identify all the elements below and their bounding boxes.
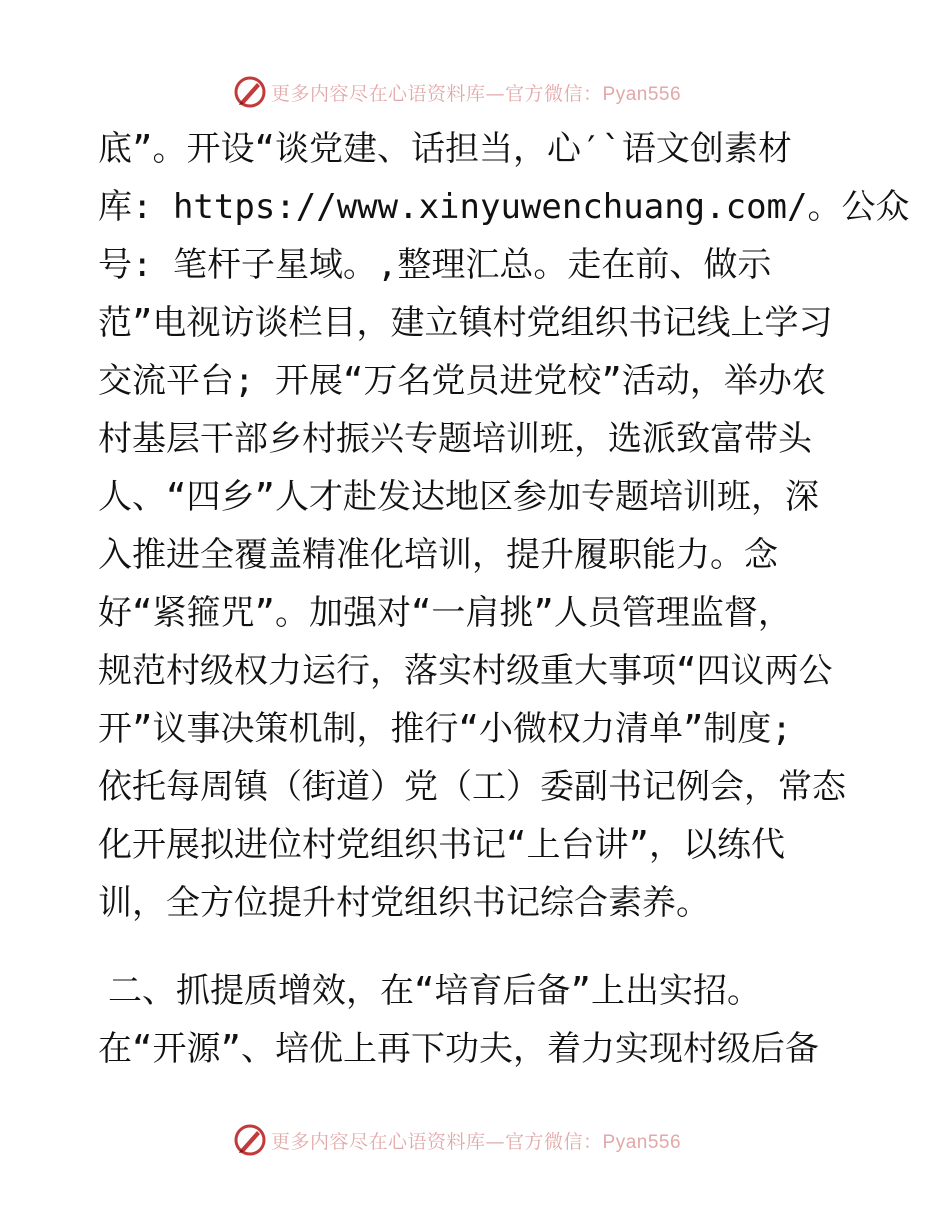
paragraph-line: 好“紧箍咒”。加强对“一肩挑”人员管理监督， bbox=[98, 593, 792, 633]
paragraph-line: 训，全方位提升村党组织书记综合素养。 bbox=[98, 883, 710, 923]
paragraph-line: 依托每周镇（街道）党（工）委副书记例会，常态 bbox=[98, 767, 846, 807]
paragraph-line: 在“开源”、培优上再下功夫，着力实现村级后备 bbox=[98, 1029, 819, 1069]
section-heading: 二、抓提质增效，在“培育后备”上出实招。 bbox=[108, 971, 761, 1011]
paragraph-line: 号: 笔杆子星域。,整理汇总。走在前、做示 bbox=[98, 245, 772, 285]
footer-watermark-banner bbox=[233, 1120, 713, 1160]
pen-logo-icon bbox=[233, 1123, 267, 1157]
paragraph-line: 范”电视访谈栏目，建立镇村党组织书记线上学习 bbox=[98, 303, 833, 343]
pen-logo-icon bbox=[233, 75, 267, 109]
paragraph-line: 人、“四乡”人才赴发达地区参加专题培训班，深 bbox=[98, 477, 819, 517]
header-watermark-banner bbox=[233, 72, 713, 112]
paragraph-line: 入推进全覆盖精准化培训，提升履职能力。念 bbox=[98, 535, 778, 575]
header-watermark-text: 更多内容尽在心语资料库—官方微信：Pyan556 bbox=[271, 82, 682, 105]
paragraph-line: 村基层干部乡村振兴专题培训班，选派致富带头 bbox=[98, 419, 812, 459]
body-text bbox=[98, 120, 910, 1078]
paragraph-line: 交流平台; 开展“万名党员进党校”活动，举办农 bbox=[98, 361, 826, 401]
paragraph-line: 库: https://www.xinyuwenchuang.com/。公众 bbox=[98, 187, 910, 227]
paragraph-line: 开”议事决策机制，推行“小微权力清单”制度; bbox=[98, 709, 792, 749]
paragraph-line: 底”。开设“谈党建、话担当，心′`语文创素材 bbox=[98, 129, 792, 169]
paragraph-line: 化开展拟进位村党组织书记“上台讲”，以练代 bbox=[98, 825, 785, 865]
paragraph-gap bbox=[98, 932, 858, 962]
paragraph-line: 规范村级权力运行，落实村级重大事项“四议两公 bbox=[98, 651, 833, 691]
footer-watermark-text: 更多内容尽在心语资料库—官方微信：Pyan556 bbox=[271, 1130, 682, 1153]
